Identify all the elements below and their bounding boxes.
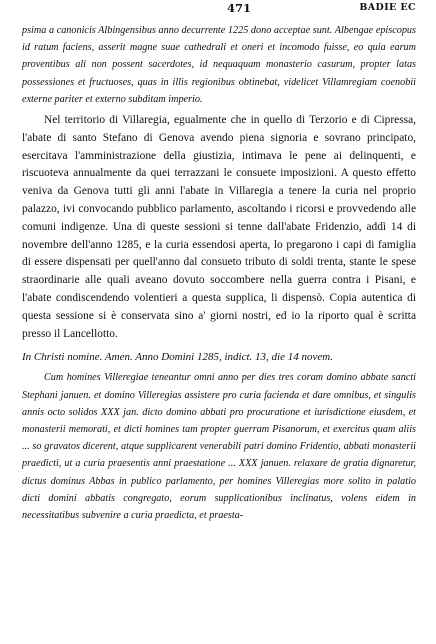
body-paragraph: Nel territorio di Villaregia, egualmente che in quello di Terzorio e di Cipressa, l'abate di santo Stefano di Genova avendo piena signoria e sovrano principato, esercitava l'amministrazione della giustizia, intimava le pene ai delinquenti, e riscuoteva annualmente da quei terrazzani le consuete imposizioni. A questo effetto veniva da Genova tutti gli anni l'abate in Villaregia a tenere la curia nel proprio palazzo, ivi convocando pubblico parlamento, ascoltando i ricorsi e provvedendo alle comuni indigenze. Una di queste sessioni si tenne dall'abate Fridenzio, addì 14 di novembre dell'anno 1285, e la curia essendosi aperta, lo pregarono i capi di famiglia di essere dispensati per quell'anno dal consueto tributo di soldi trenta, stante le spese straordinarie alle quali aveano dovuto soccombere nella guerra contra i Pisani, e l'abate condiscendendo volentieri a questa supplica, li dispensò. Copia autentica di questa sessione si è conservata sino a' giorni nostri, ed io la riporto qual è scritta presso il Lancellotto. [22, 114, 416, 340]
page-header [22, 0, 416, 18]
running-head: BADIE EC [359, 2, 416, 13]
page-number: 471 [227, 1, 252, 15]
latin-quote-paragraph: psima a canonicis Albingensibus anno decurrente 1225 dono acceptae sunt. Albengae episcopus id ratum faciens, asserit magne suae cathedrali et oneri et incomodo fuisse, eo quia earum proventibus ali non possent sacerdotes, id nequaquam monasterio casurum, propter latas possessiones et fructuoses, quas in illis regionibus obtinebat, videlicet Villamregiam coenobii externe pariter et externo subditam imperio. [22, 25, 416, 105]
charter-text: Cum homines Villeregiae teneantur omni anno per dies tres coram domino abbate sancti Stephani januen. et domino Villeregias assistere pro curia facienda et dare omnibus, et singulis annis octo solidos XXX jan. dicto domino abbati pro procuratione et iurisdictione eiusdem, et monasterii memorati, et dicti homines tam propter guerram Pisanorum, et exercitus quam aliis ... so gravatos dicerent, atque supplicarent venerabili patri domino Fridentio, abbati monasterii praedicti, ut a curia praesentis anni praestatione ... XXX januen. relaxare de gratia dignaretur, dictus dominus Abbas in publico parlamento, per homines Villeregias more solito in palatio dicti domini abbatis congregato, eorum supplicationibus inclinatus, volens eidem in necessitatibus subvenire a curia praedicta, et praesta- [22, 372, 416, 521]
charter-heading: In Christi nomine. Amen. Anno Domini 1285, indict. 13, die 14 novem. [22, 351, 333, 364]
